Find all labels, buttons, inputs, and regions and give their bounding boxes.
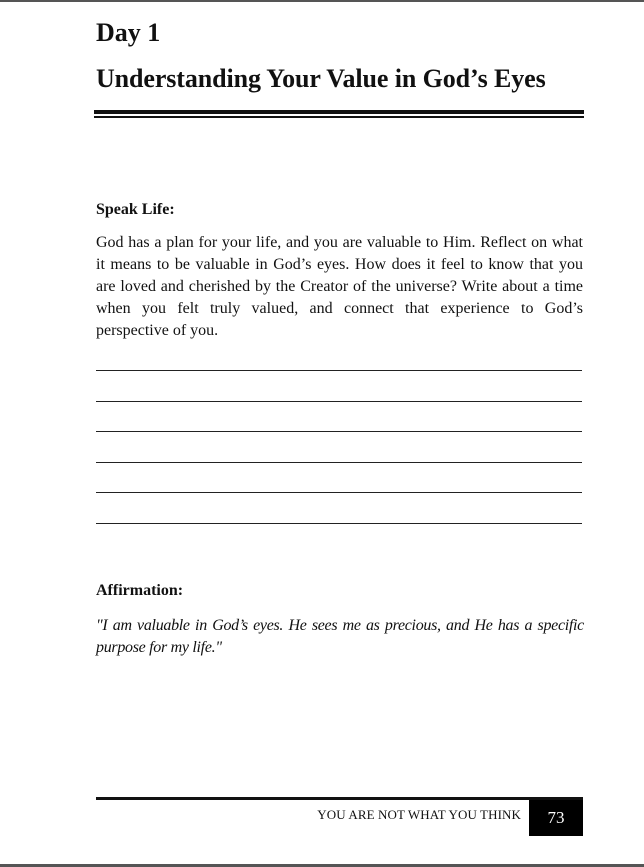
affirmation-heading: Affirmation: (96, 582, 184, 599)
day-label: Day 1 (96, 18, 161, 47)
title-rule-thick (94, 110, 584, 114)
speak-life-prompt: God has a plan for your life, and you are valuable to Him. Reflect on what it means to be valuable in God’s eyes. How does it feel to know that you are loved and cherished by the Creator of the universe? Write about a time when you felt truly valued, and connect that experience to God’s perspective of you. (96, 234, 583, 339)
title-rule-thin (94, 116, 584, 118)
journal-page (96, 0, 583, 867)
affirmation-text: "I am valuable in God’s eyes. He sees me as precious, and He has a specific purpose for my life." (96, 617, 584, 656)
writing-line[interactable] (96, 431, 582, 432)
writing-line[interactable] (96, 462, 582, 463)
speak-life-heading: Speak Life: (96, 201, 175, 218)
page-number: 73 (529, 800, 583, 836)
writing-line[interactable] (96, 492, 582, 493)
page-title: Understanding Your Value in God’s Eyes (96, 64, 546, 93)
writing-line[interactable] (96, 523, 582, 524)
footer-rule (96, 797, 583, 800)
writing-line[interactable] (96, 370, 582, 371)
writing-line[interactable] (96, 401, 582, 402)
footer-book-title: YOU ARE NOT WHAT YOU THINK (317, 807, 521, 822)
